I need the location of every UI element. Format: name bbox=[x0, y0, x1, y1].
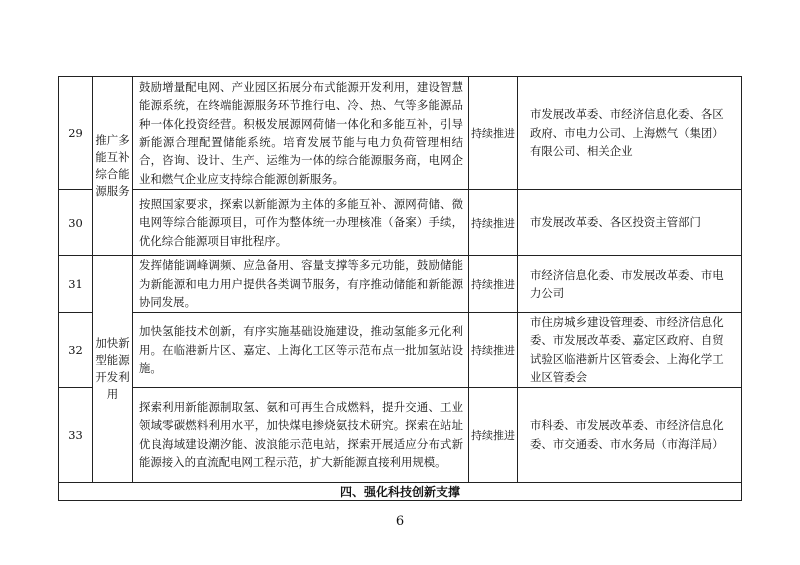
responsible-departments: 市住房城乡建设管理委、市经济信息化委、市发展改革委、嘉定区政府、自贸试验区临港新片区管委会、上海化学工业区管委会 bbox=[518, 313, 742, 388]
section-heading-row bbox=[59, 482, 742, 500]
task-description: 加快氢能技术创新，有序实施基础设施建设，推动氢能多元化利用。在临港新片区、嘉定、上海化工区等示范布点一批加氢站设施。 bbox=[133, 313, 469, 388]
task-status: 持续推进 bbox=[469, 313, 518, 388]
policy-task-table bbox=[58, 76, 742, 501]
responsible-departments: 市经济信息化委、市发展改革委、市电力公司 bbox=[518, 256, 742, 313]
task-status: 持续推进 bbox=[469, 387, 518, 482]
category-cell: 推广多能互补综合能源服务 bbox=[93, 77, 133, 256]
responsible-departments: 市发展改革委、市经济信息化委、各区政府、市电力公司、上海燃气（集团）有限公司、相关企业 bbox=[518, 77, 742, 190]
page-number: 6 bbox=[395, 514, 405, 529]
task-status: 持续推进 bbox=[469, 190, 518, 256]
task-status: 持续推进 bbox=[469, 77, 518, 190]
task-description: 鼓励增量配电网、产业园区拓展分布式能源开发利用，建设智慧能源系统，在终端能源服务环节推行电、冷、热、气等多能源品种一体化投资经营。积极发展源网荷储一体化和多能互补，引导新能源合理配置储能系统。培育发展节能与电力负荷管理相结合，咨询、设计、生产、运维为一体的综合能源服务商，电网企业和燃气企业应支持综合能源创新服务。 bbox=[133, 77, 469, 190]
category-cell: 加快新型能源开发利用 bbox=[93, 256, 133, 483]
table-row bbox=[59, 190, 742, 256]
task-status: 持续推进 bbox=[469, 256, 518, 313]
row-number: 33 bbox=[59, 387, 93, 482]
row-number: 32 bbox=[59, 313, 93, 388]
row-number: 31 bbox=[59, 256, 93, 313]
task-description: 发挥储能调峰调频、应急备用、容量支撑等多元功能，鼓励储能为新能源和电力用户提供各类调节服务，有序推动储能和新能源协同发展。 bbox=[133, 256, 469, 313]
table-row bbox=[59, 313, 742, 388]
row-number: 30 bbox=[59, 190, 93, 256]
table-row bbox=[59, 387, 742, 482]
task-description: 探索利用新能源制取氢、氨和可再生合成燃料，提升交通、工业领域零碳燃料利用水平，加快煤电掺烧氨技术研究。探索在站址优良海域建设潮汐能、波浪能示范电站，探索开展适应分布式新能源接入的直流配电网工程示范，扩大新能源直接利用规模。 bbox=[133, 387, 469, 482]
row-number: 29 bbox=[59, 77, 93, 190]
table-row bbox=[59, 77, 742, 190]
responsible-departments: 市发展改革委、各区投资主管部门 bbox=[518, 190, 742, 256]
responsible-departments: 市科委、市发展改革委、市经济信息化委、市交通委、市水务局（市海洋局） bbox=[518, 387, 742, 482]
table-row bbox=[59, 256, 742, 313]
section-heading: 四、强化科技创新支撑 bbox=[59, 482, 742, 500]
task-description: 按照国家要求，探索以新能源为主体的多能互补、源网荷储、微电网等综合能源项目，可作为整体统一办理核准（备案）手续，优化综合能源项目审批程序。 bbox=[133, 190, 469, 256]
